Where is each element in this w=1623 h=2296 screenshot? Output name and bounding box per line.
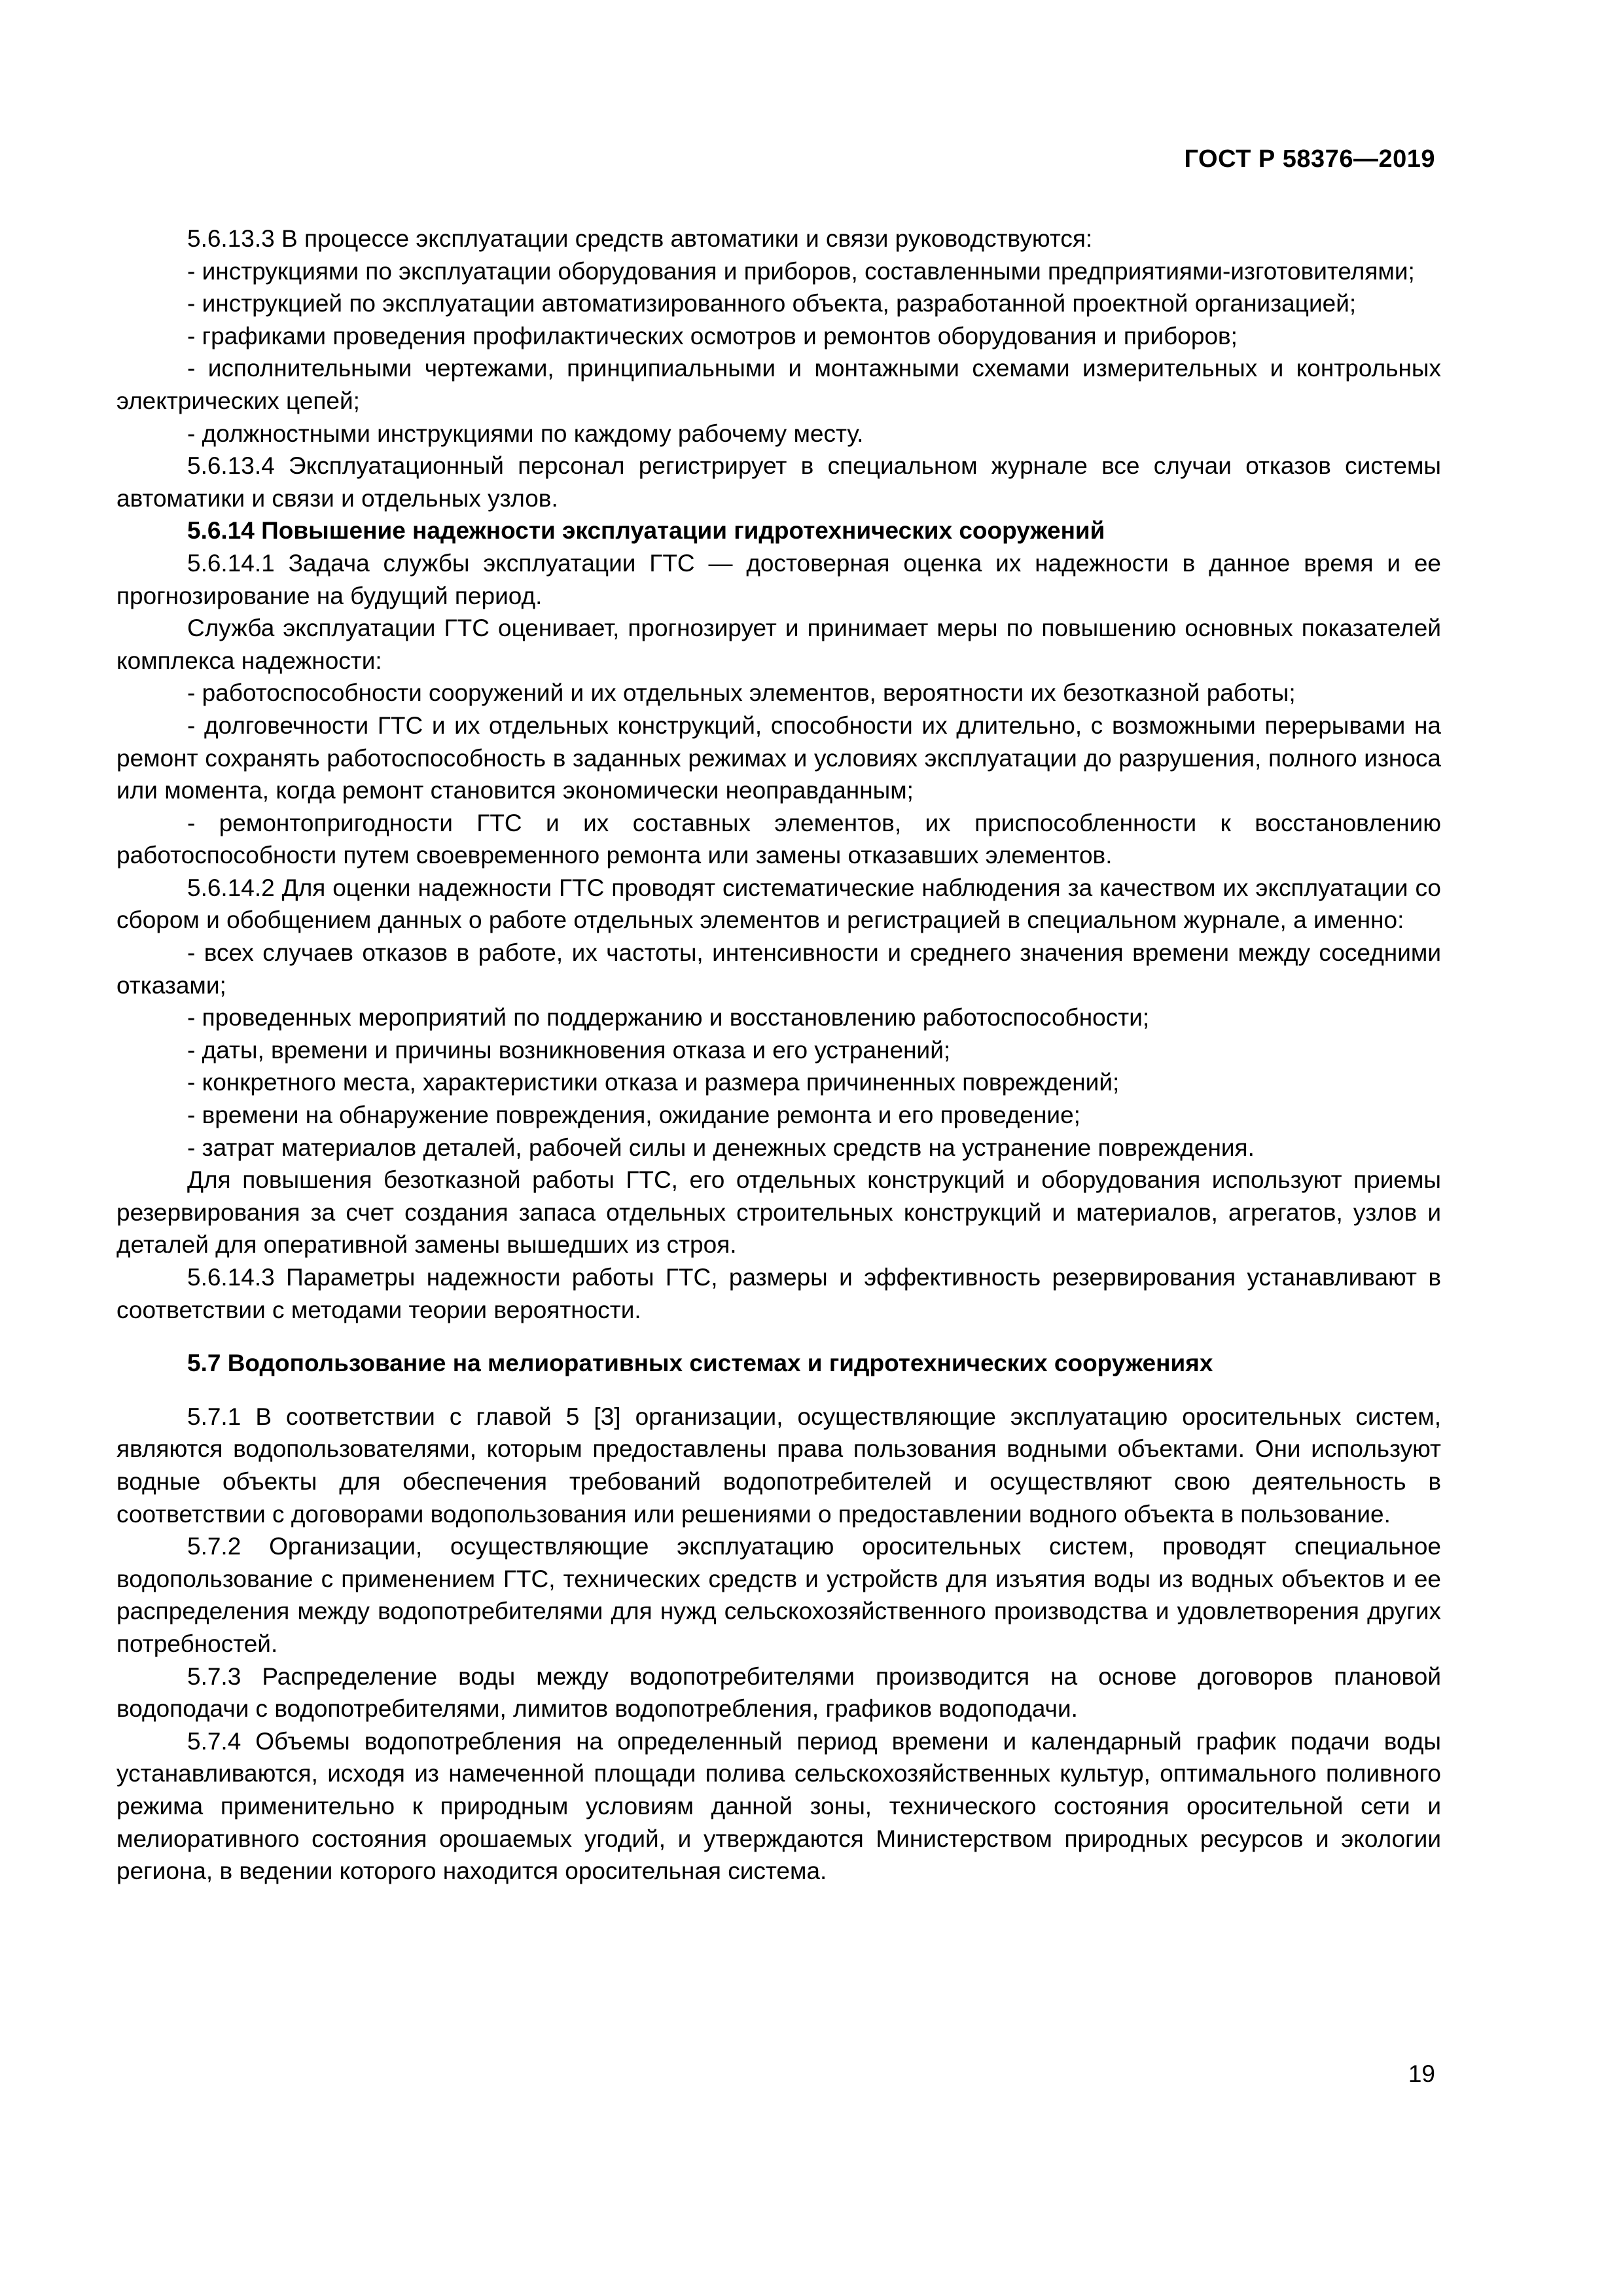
paragraph: 5.7.3 Распределение воды между водопотребителями производится на основе договоров плановой водоподачи с водопотребителями, лимитов водопотребления, графиков водоподачи. <box>116 1662 1441 1723</box>
section-heading: 5.7 Водопользование на мелиоративных системах и гидротехнических сооружениях <box>187 1350 1213 1377</box>
list-item: - работоспособности сооружений и их отдельных элементов, вероятности их безотказной работы; <box>187 679 1296 707</box>
paragraph: 5.7.4 Объемы водопотребления на определенный период времени и календарный график подачи воды устанавливаются, исходя из намеченной площади полива сельскохозяйственных культур, оптимального поливного режима применительно к природным условиям данной зоны, технического состояния оросительной сети и мелиоративного состояния орошаемых угодий, и утверждаются Министерством природных ресурсов и экологии региона, в ведении которого находится оросительная система. <box>116 1727 1441 1885</box>
list-item: - всех случаев отказов в работе, их частоты, интенсивности и среднего значения времени между соседними отказами; <box>116 939 1441 999</box>
list-item: - должностными инструкциями по каждому рабочему месту. <box>187 420 864 447</box>
list-item: - затрат материалов деталей, рабочей силы и денежных средств на устранение повреждения. <box>187 1134 1255 1161</box>
list-item: - даты, времени и причины возникновения отказа и его устранений; <box>187 1036 951 1064</box>
subsection-heading: 5.6.14 Повышение надежности эксплуатации гидротехнических сооружений <box>187 517 1105 545</box>
list-item: - ремонтопригодности ГТС и их составных элементов, их приспособленности к восстановлению работоспособности путем своевременного ремонта или замены отказавших элементов. <box>116 809 1441 869</box>
paragraph: 5.6.14.3 Параметры надежности работы ГТС, размеры и эффективность резервирования устанавливают в соответствии с методами теории вероятности. <box>116 1264 1441 1323</box>
list-item: - инструкцией по эксплуатации автоматизированного объекта, разработанной проектной организацией; <box>187 290 1357 317</box>
list-item: - графиками проведения профилактических осмотров и ремонтов оборудования и приборов; <box>187 322 1238 350</box>
paragraph: 5.7.1 В соответствии с главой 5 [3] организации, осуществляющие эксплуатацию оросительных систем, являются водопользователями, которым предоставлены права пользования водными объектами. Они используют водные объекты для обеспечения требований водопотребителей и осуществляют свою деятельность в соответствии с договорами водопользования или решениями о предоставлении водного объекта в пользование. <box>116 1403 1441 1528</box>
list-item: - проведенных мероприятий по поддержанию и восстановлению работоспособности; <box>187 1004 1150 1031</box>
document-code-header: ГОСТ Р 58376—2019 <box>1184 145 1435 173</box>
paragraph: Для повышения безотказной работы ГТС, его отдельных конструкций и оборудования используют приемы резервирования за счет создания запаса отдельных строительных конструкций и материалов, агрегатов, узлов и деталей для оперативной замены вышедших из строя. <box>116 1166 1441 1259</box>
list-item: - времени на обнаружение повреждения, ожидание ремонта и его проведение; <box>187 1102 1080 1129</box>
document-body <box>116 223 1441 1888</box>
paragraph: 5.6.13.3 В процессе эксплуатации средств автоматики и связи руководствуются: <box>187 225 1093 252</box>
list-item: - исполнительными чертежами, принципиальными и монтажными схемами измерительных и контрольных электрических цепей; <box>116 355 1441 414</box>
list-item: - конкретного места, характеристики отказа и размера причиненных повреждений; <box>187 1069 1120 1096</box>
paragraph: Служба эксплуатации ГТС оценивает, прогнозирует и принимает меры по повышению основных показателей комплекса надежности: <box>116 615 1441 674</box>
list-item: - долговечности ГТС и их отдельных конструкций, способности их длительно, с возможными перерывами на ремонт сохранять работоспособность в заданных режимах и условиях эксплуатации до разрушения, полного износа или момента, когда ремонт становится экономически неоправданным; <box>116 711 1441 804</box>
page-number: 19 <box>1408 2060 1435 2087</box>
paragraph: 5.6.14.1 Задача службы эксплуатации ГТС — достоверная оценка их надежности в данное время и ее прогнозирование на будущий период. <box>116 549 1441 609</box>
paragraph: 5.6.13.4 Эксплуатационный персонал регистрирует в специальном журнале все случаи отказов системы автоматики и связи и отдельных узлов. <box>116 452 1441 512</box>
paragraph: 5.6.14.2 Для оценки надежности ГТС проводят систематические наблюдения за качеством их эксплуатации со сбором и обобщением данных о работе отдельных элементов и регистрацией в специальном журнале, а именно: <box>116 874 1441 934</box>
list-item: - инструкциями по эксплуатации оборудования и приборов, составленными предприятиями-изготовителями; <box>187 257 1415 285</box>
paragraph: 5.7.2 Организации, осуществляющие эксплуатацию оросительных систем, проводят специальное водопользование с применением ГТС, технических средств и устройств для изъятия воды из водных объектов и ее распределения между водопотребителями для нужд сельскохозяйственного производства и удовлетворения других потребностей. <box>116 1533 1441 1657</box>
